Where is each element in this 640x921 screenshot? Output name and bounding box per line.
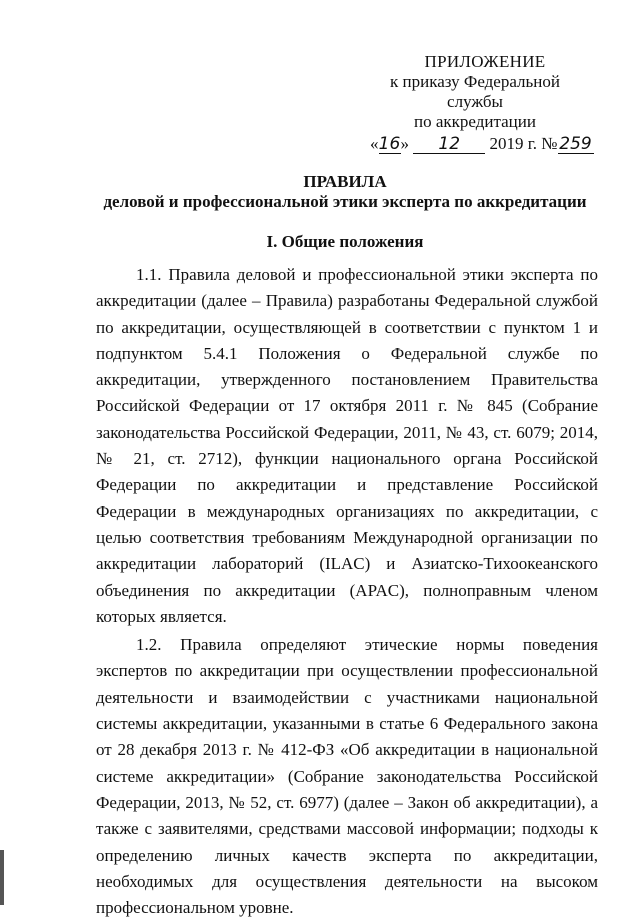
document-title [95, 172, 595, 212]
date-close-quote: » [400, 134, 409, 153]
date-month-handwritten: 12 [413, 135, 485, 154]
paragraph-1-2: 1.2. Правила определяют этические нормы поведения экспертов по аккредитации при осуществлении профессиональной деятельности и взаимодействии с участниками национальной системы аккредитации, указанными в статье 6 Федерального закона от 28 декабря 2013 г. № 412-ФЗ «Об аккредитации в национальной системе аккредитации» (Собрание законодательства Российской Федерации, 2013, № 52, ст. 6977) (далее – Закон об аккредитации), а также с заявителями, средствами массовой информации; подходы к определению личных качеств эксперта по аккредитации, необходимых для осуществления деятельности на высоком профессиональном уровне. [96, 635, 598, 918]
title-subtitle: деловой и профессиональной этики эксперта по аккредитации [103, 192, 587, 211]
scan-edge-mark [0, 850, 4, 905]
section-heading: I. Общие положения [266, 232, 424, 251]
date-year-label: 2019 г. № [489, 134, 558, 153]
date-day-handwritten: 16 [378, 134, 401, 154]
order-number-handwritten: 259 [559, 134, 592, 154]
appendix-agency-line: по аккредитации [414, 112, 536, 131]
appendix-order-line: к приказу Федеральной службы [390, 72, 560, 111]
appendix-heading: ПРИЛОЖЕНИЕ [424, 52, 546, 71]
paragraph-1-1: 1.1. Правила деловой и профессиональной этики эксперта по аккредитации (далее – Правила) разработаны Федеральной службой по аккредитации, осуществляющей в соответствии с пунктом 1 и подпунктом 5.4.1 Положения о Федеральной службе по аккредитации, утвержденного постановлением Правительства Российской Федерации от 17 октября 2011 г. № 845 (Собрание законодательства Российской Федерации, 2011, № 43, ст. 6079; 2014, № 21, ст. 2712), функции национального органа Российской Федерации по аккредитации и представление Российской Федерации в международных организациях по аккредитации, с целью соответствия требованиям Международной организации по аккредитации лабораторий (ILAC) и Азиатско-Тихоокеанского объединения по аккредитации (APAC), полноправным членом которых является. [96, 265, 598, 626]
appendix-header [360, 52, 610, 154]
title-main: ПРАВИЛА [303, 172, 387, 191]
date-open-quote: « [370, 134, 379, 153]
body-text [96, 262, 598, 921]
appendix-date-line [370, 134, 620, 154]
